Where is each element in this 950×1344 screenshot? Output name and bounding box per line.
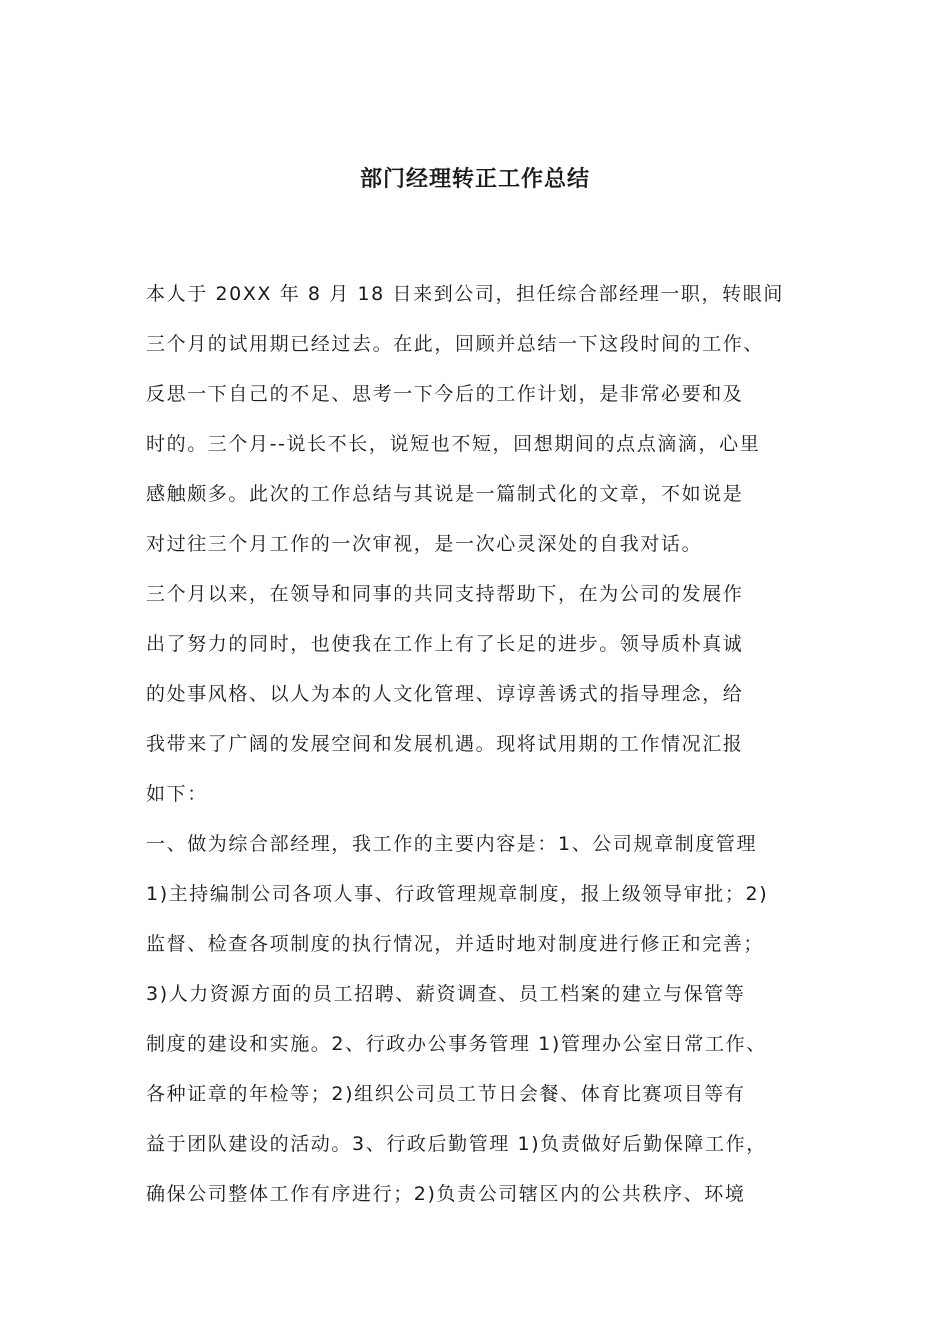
body-line: 的处事风格、以人为本的人文化管理、谆谆善诱式的指导理念，给 bbox=[146, 683, 744, 705]
body-line: 本人于 20XX 年 8 月 18 日来到公司，担任综合部经理一职，转眼间 bbox=[146, 283, 784, 305]
body-line: 时的。三个月--说长不长，说短也不短，回想期间的点点滴滴，心里 bbox=[146, 433, 761, 455]
body-line: 制度的建设和实施。2、行政办公事务管理 1)管理办公室日常工作、 bbox=[146, 1033, 767, 1055]
body-line: 益于团队建设的活动。3、行政后勤管理 1)负责做好后勤保障工作， bbox=[146, 1133, 767, 1155]
document-title: 部门经理转正工作总结 bbox=[359, 166, 590, 192]
body-line: 1)主持编制公司各项人事、行政管理规章制度，报上级领导审批；2) bbox=[146, 883, 769, 905]
body-line: 出了努力的同时，也使我在工作上有了长足的进步。领导质朴真诚 bbox=[146, 633, 744, 655]
body-line: 确保公司整体工作有序进行；2)负责公司辖区内的公共秩序、环境 bbox=[146, 1183, 746, 1205]
body-line: 三个月的试用期已经过去。在此，回顾并总结一下这段时间的工作、 bbox=[146, 333, 765, 355]
body-line: 3)人力资源方面的员工招聘、薪资调查、员工档案的建立与保管等 bbox=[146, 983, 746, 1005]
body-line: 反思一下自己的不足、思考一下今后的工作计划，是非常必要和及 bbox=[146, 383, 744, 405]
body-line: 感触颇多。此次的工作总结与其说是一篇制式化的文章，不如说是 bbox=[146, 483, 744, 505]
body-line: 对过往三个月工作的一次审视，是一次心灵深处的自我对话。 bbox=[146, 533, 703, 555]
body-line: 各种证章的年检等；2)组织公司员工节日会餐、体育比赛项目等有 bbox=[146, 1083, 746, 1105]
body-line: 如下： bbox=[146, 783, 208, 805]
body-line: 一、做为综合部经理，我工作的主要内容是：1、公司规章制度管理 bbox=[146, 833, 758, 855]
document-body bbox=[146, 278, 816, 1228]
body-line: 我带来了广阔的发展空间和发展机遇。现将试用期的工作情况汇报 bbox=[146, 733, 744, 755]
body-line: 监督、检查各项制度的执行情况，并适时地对制度进行修正和完善； bbox=[146, 933, 765, 955]
body-line: 三个月以来，在领导和同事的共同支持帮助下，在为公司的发展作 bbox=[146, 583, 744, 605]
